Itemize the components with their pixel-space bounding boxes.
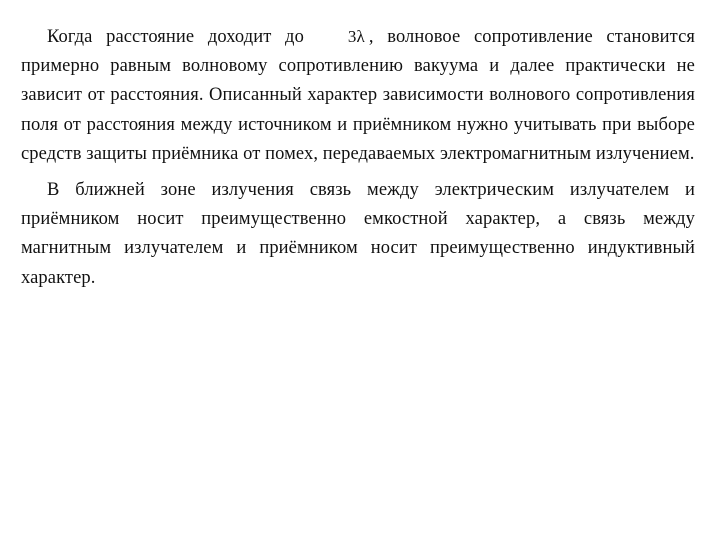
document-page (21, 22, 695, 293)
paragraph-near-zone-coupling: В ближней зоне излучения связь между электрическим излучателем и приёмником носит преимущественно емкостной характер, а связь между магнитным излучателем и приёмником носит преимущественно индуктивный характер. (21, 180, 695, 288)
paragraph-1-text-before-formula: Когда расстояние доходит до (47, 27, 304, 47)
paragraph-wave-impedance (21, 22, 695, 169)
formula-three-lambda: 3λ (347, 27, 365, 46)
paragraph-1-text-after-formula: , волновое сопротивление становится примерно равным волновому сопротивлению вакуума и далее практически не зависит от расстояния. Описанный характер зависимости волнового сопротивления поля от расстояния между источником и приёмником нужно учитывать при выборе средств защиты приёмника от помех, передаваемых электромагнитным излучением. (21, 27, 695, 164)
